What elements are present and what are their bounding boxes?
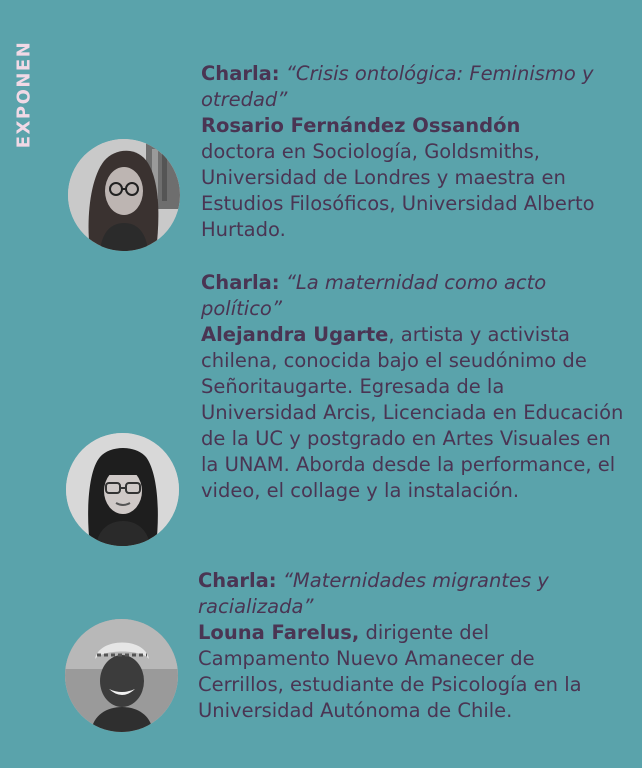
speaker-3-bio-paragraph [198, 620, 626, 724]
speaker-1-charla [201, 61, 626, 113]
charla-title: “Maternidades migrantes y racializada” [198, 569, 549, 618]
exponen-label: EXPONEN [13, 40, 35, 148]
speaker-bio: dirigente del Campamento Nuevo Amanecer de Cerrillos, estudiante de Psicología en la Universidad Autónoma de Chile. [198, 621, 582, 722]
charla-label: Charla: [198, 569, 277, 592]
speaker-bio: , artista y activista chilena, conocida bajo el seudónimo de Señoritaugarte. Egresada de la Universidad Arcis, Licenciada en Educación de la UC y postgrado en Artes Visuales en la UNAM. Aborda desde la performance, el video, el collage y la instalación. [201, 323, 624, 502]
side-label [9, 38, 39, 150]
charla-title: “La maternidad como acto político” [201, 271, 547, 320]
speaker-name: Louna Farelus, [198, 621, 360, 644]
speaker-1-info [201, 61, 626, 243]
speaker-2-bio-paragraph [201, 322, 626, 504]
speaker-1-photo [68, 139, 180, 251]
portrait-photo-icon [65, 619, 178, 732]
speaker-1-bio-paragraph [201, 113, 626, 243]
charla-title: “Crisis ontológica: Feminismo y otredad” [201, 62, 594, 111]
speaker-name: Rosario Fernández Ossandón [201, 114, 521, 137]
speaker-name: Alejandra Ugarte [201, 323, 389, 346]
speaker-3-charla [198, 568, 626, 620]
charla-label: Charla: [201, 62, 280, 85]
speaker-2-photo [66, 433, 179, 546]
speaker-3-photo [65, 619, 178, 732]
portrait-photo-icon [66, 433, 179, 546]
speaker-bio: doctora en Sociología, Goldsmiths, Universidad de Londres y maestra en Estudios Filosóficos, Universidad Alberto Hurtado. [201, 140, 595, 241]
speaker-2-info [201, 270, 626, 504]
speaker-3-info [198, 568, 626, 724]
portrait-photo-icon [68, 139, 180, 251]
charla-label: Charla: [201, 271, 280, 294]
speaker-2-charla [201, 270, 626, 322]
